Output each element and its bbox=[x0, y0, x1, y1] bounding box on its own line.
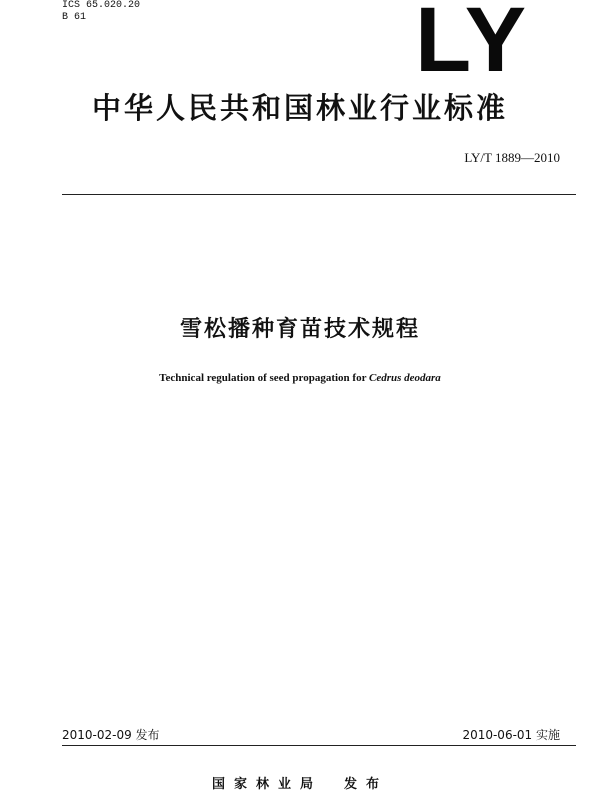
species-name: Cedrus deodara bbox=[369, 372, 441, 384]
header-divider bbox=[62, 194, 576, 195]
document-title: 雪松播种育苗技术规程 bbox=[179, 317, 420, 342]
ics-code: ICS 65.020.20 bbox=[62, 0, 141, 11]
implementation-date: 2010-06-01 实施 bbox=[462, 728, 560, 742]
standard-header-title: 中华人民共和国林业行业标准 bbox=[91, 91, 508, 125]
standard-number: LY/T 1889—2010 bbox=[464, 150, 560, 165]
footer-divider bbox=[62, 745, 576, 746]
issue-date: 2010-02-09 发布 bbox=[62, 728, 160, 742]
document-english-title bbox=[0, 372, 600, 384]
ly-logo: LY bbox=[415, 0, 529, 80]
issuing-authority: 国家林业局 发布 bbox=[211, 777, 388, 792]
english-title-text: Technical regulation of seed propagation for bbox=[159, 372, 369, 384]
classification-code: B 61 bbox=[62, 12, 87, 23]
